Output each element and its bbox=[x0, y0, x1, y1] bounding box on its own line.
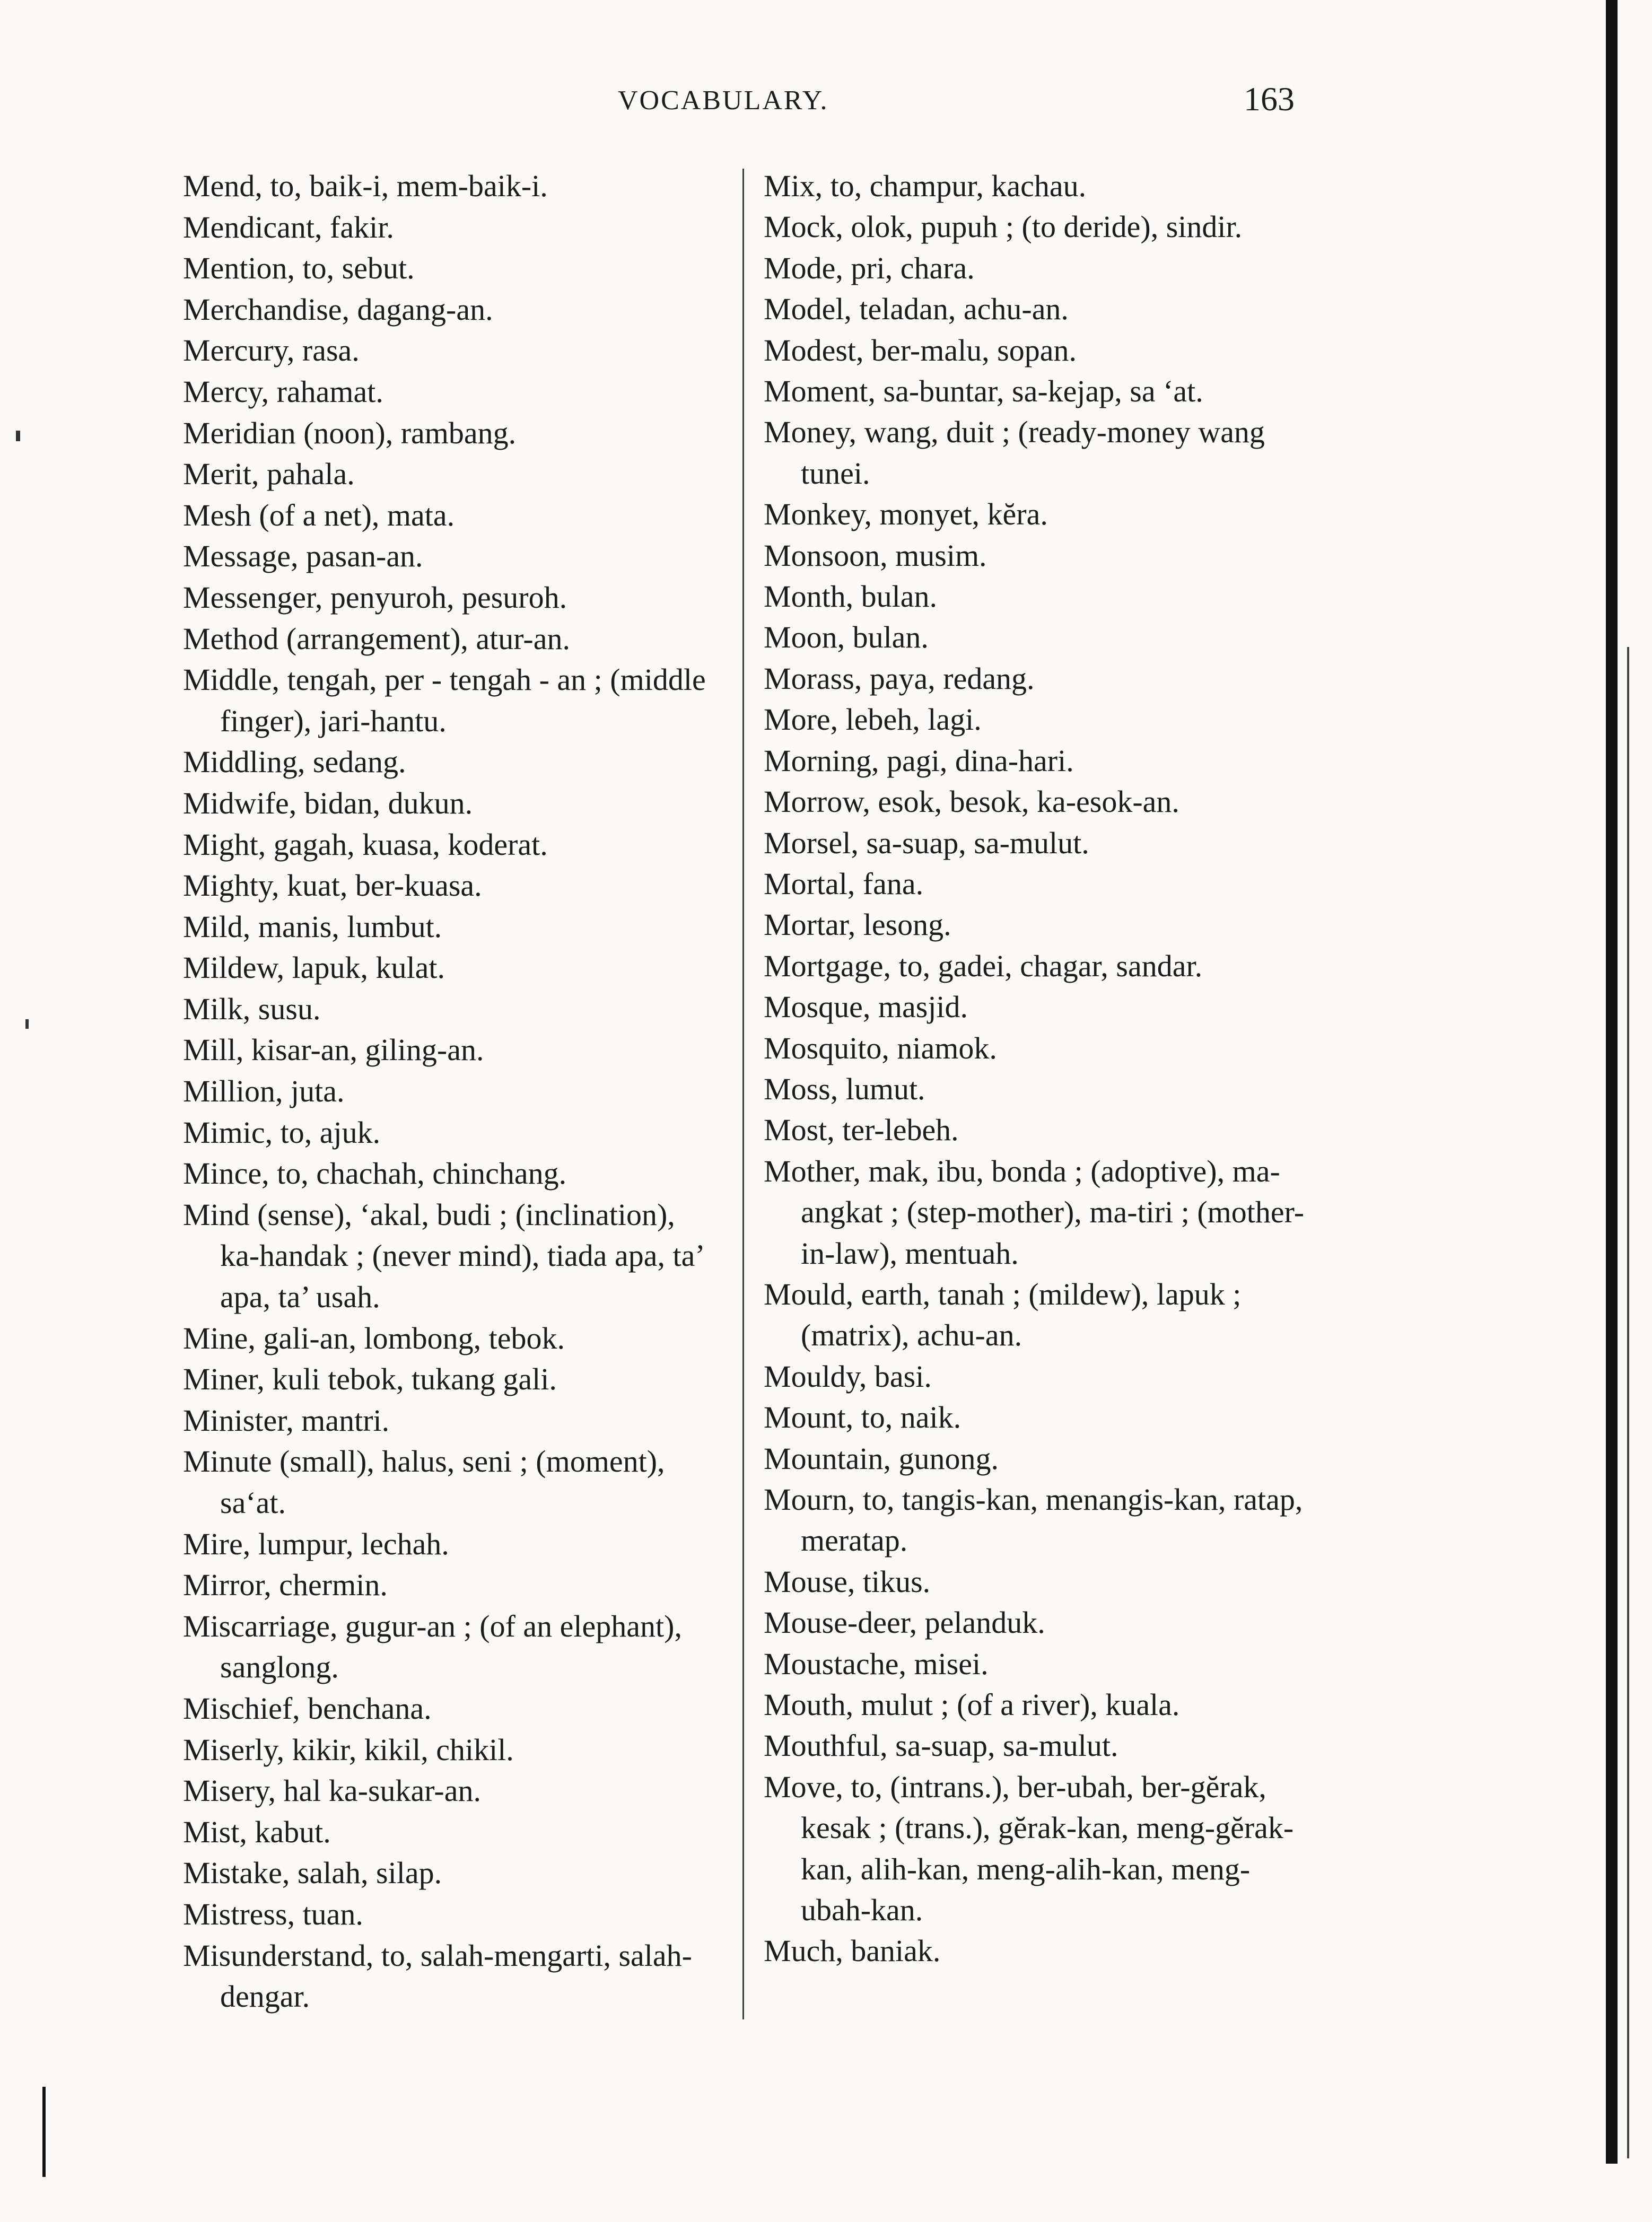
vocab-entry: Month, bulan. bbox=[764, 579, 938, 614]
vocab-entry: Mosque, masjid. bbox=[764, 990, 968, 1025]
vocab-entry: Merchandise, dagang-an. bbox=[183, 292, 493, 327]
vocab-entry: Mode, pri, chara. bbox=[764, 250, 975, 285]
vocab-entry: Mosquito, niamok. bbox=[764, 1030, 997, 1065]
vocab-entry: Mince, to, chachah, chinchang. bbox=[183, 1156, 567, 1191]
vocab-entry: Mercury, rasa. bbox=[183, 333, 360, 368]
vocab-entry: Meridian (noon), rambang. bbox=[183, 415, 517, 450]
vocab-entry: Most, ter-lebeh. bbox=[764, 1113, 959, 1148]
vocab-entry: Money, wang, duit ; (ready-money wang tunei. bbox=[764, 415, 1265, 491]
vocab-entry: Mire, lumpur, lechah. bbox=[183, 1526, 449, 1561]
vocab-entry: Mine, gali-an, lombong, tebok. bbox=[183, 1320, 565, 1355]
vocab-entry: Middling, sedang. bbox=[183, 745, 406, 780]
vocab-entry: Morsel, sa-suap, sa-mulut. bbox=[764, 825, 1089, 860]
vocab-entry: Mighty, kuat, ber-kuasa. bbox=[183, 868, 482, 903]
vocab-entry: Mix, to, champur, kachau. bbox=[764, 169, 1087, 203]
vocab-entry: Morning, pagi, dina-hari. bbox=[764, 743, 1074, 778]
vocab-entry: Miner, kuli tebok, tukang gali. bbox=[183, 1362, 557, 1397]
vocab-entry: Mountain, gunong. bbox=[764, 1441, 999, 1476]
running-title: VOCABULARY. bbox=[618, 85, 829, 116]
page-number: 163 bbox=[1244, 80, 1295, 118]
vocab-entry: Mortgage, to, gadei, chagar, sandar. bbox=[764, 948, 1203, 983]
vocab-entry: Mouth, mulut ; (of a river), kuala. bbox=[764, 1687, 1180, 1722]
vocab-entry: Mouthful, sa-suap, sa-mulut. bbox=[764, 1728, 1118, 1763]
vocab-entry: Milk, susu. bbox=[183, 991, 321, 1026]
vocab-entry: Mother, mak, ibu, bonda ; (adoptive), ma-angkat ; (step-mother), ma-tiri ; (mother-in-law), mentuah. bbox=[764, 1153, 1305, 1271]
vocab-entry: Misery, hal ka-sukar-an. bbox=[183, 1773, 481, 1808]
vocab-entry: Miserly, kikir, kikil, chikil. bbox=[183, 1732, 514, 1767]
binding-edge-line bbox=[1627, 647, 1629, 2158]
vocab-entry: Morrow, esok, besok, ka-esok-an. bbox=[764, 784, 1179, 819]
vocab-entry: Monsoon, musim. bbox=[764, 538, 987, 573]
vocab-entry: Mould, earth, tanah ; (mildew), lapuk ; (matrix), achu-an. bbox=[764, 1276, 1242, 1353]
vocab-entry: Moon, bulan. bbox=[764, 620, 929, 655]
vocab-entry: Moustache, misei. bbox=[764, 1646, 989, 1681]
vocab-entry: Move, to, (intrans.), ber-ubah, ber-gĕrak, kesak ; (trans.), gĕrak-kan, meng-gĕrak-kan, alih-kan, meng-alih-kan, meng-ubah-kan. bbox=[764, 1769, 1294, 1928]
vocab-entry: Mention, to, sebut. bbox=[183, 251, 415, 286]
vocab-entry: More, lebeh, lagi. bbox=[764, 702, 982, 737]
vocab-entry: Mischief, benchana. bbox=[183, 1691, 432, 1726]
vocab-entry: Mind (sense), ‘akal, budi ; (inclination), ka-handak ; (never mind), tiada apa, ta’ apa, ta’ usah. bbox=[183, 1197, 703, 1315]
right-column bbox=[764, 165, 1315, 1972]
vocab-entry: Mourn, to, tangis-kan, menangis-kan, ratap, meratap. bbox=[764, 1482, 1303, 1558]
vocab-entry: Mortar, lesong. bbox=[764, 907, 951, 942]
vocab-entry: Mercy, rahamat. bbox=[183, 374, 383, 409]
vocab-entry: Modest, ber-malu, sopan. bbox=[764, 333, 1077, 368]
vocab-entry: Mistress, tuan. bbox=[183, 1896, 363, 1931]
page-header bbox=[0, 80, 1652, 127]
vocab-entry: Minute (small), halus, seni ; (moment), sa‘at. bbox=[183, 1444, 665, 1520]
vocab-entry: Moss, lumut. bbox=[764, 1071, 925, 1106]
vocab-entry: Mildew, lapuk, kulat. bbox=[183, 950, 445, 985]
vocab-entry: Mount, to, naik. bbox=[764, 1400, 962, 1435]
vocab-entry: Moment, sa-buntar, sa-kejap, sa ‘at. bbox=[764, 374, 1203, 409]
vocab-entry: Mouldy, basi. bbox=[764, 1359, 932, 1394]
vocab-entry: Much, baniak. bbox=[764, 1934, 941, 1969]
vocab-entry: Might, gagah, kuasa, koderat. bbox=[183, 827, 548, 862]
vocab-entry: Misunderstand, to, salah-mengarti, salah-dengar. bbox=[183, 1938, 692, 2014]
scan-mark bbox=[42, 2087, 46, 2177]
vocab-entry: Mendicant, fakir. bbox=[183, 209, 394, 244]
vocab-entry: Mend, to, baik-i, mem-baik-i. bbox=[183, 169, 548, 203]
vocab-entry: Mimic, to, ajuk. bbox=[183, 1115, 381, 1150]
vocab-entry: Mock, olok, pupuh ; (to deride), sindir. bbox=[764, 209, 1243, 244]
column-divider bbox=[742, 169, 744, 2019]
vocab-entry: Minister, mantri. bbox=[183, 1403, 390, 1438]
vocab-entry: Mortal, fana. bbox=[764, 866, 924, 901]
vocab-entry: Miscarriage, gugur-an ; (of an elephant), sanglong. bbox=[183, 1608, 682, 1685]
vocab-entry: Middle, tengah, per - tengah - an ; (middle finger), jari-hantu. bbox=[183, 662, 706, 738]
vocab-entry: Messenger, penyuroh, pesuroh. bbox=[183, 580, 567, 615]
vocab-entry: Midwife, bidan, dukun. bbox=[183, 785, 473, 820]
vocab-entry: Mouse, tikus. bbox=[764, 1564, 931, 1599]
vocab-entry: Monkey, monyet, kĕra. bbox=[764, 497, 1048, 532]
scan-mark bbox=[16, 431, 20, 441]
vocab-entry: Method (arrangement), atur-an. bbox=[183, 621, 570, 656]
vocab-entry: Model, teladan, achu-an. bbox=[764, 292, 1069, 327]
vocab-entry: Mist, kabut. bbox=[183, 1814, 331, 1849]
scan-mark bbox=[25, 1019, 29, 1029]
vocab-entry: Mild, manis, lumbut. bbox=[183, 909, 442, 944]
vocab-entry: Message, pasan-an. bbox=[183, 539, 423, 574]
vocab-entry: Merit, pahala. bbox=[183, 457, 355, 492]
vocab-entry: Mistake, salah, silap. bbox=[183, 1856, 442, 1891]
vocab-entry: Morass, paya, redang. bbox=[764, 661, 1035, 696]
vocab-entry: Mouse-deer, pelanduk. bbox=[764, 1605, 1045, 1640]
vocab-entry: Mirror, chermin. bbox=[183, 1568, 388, 1603]
binding-edge-bar bbox=[1606, 0, 1618, 2164]
vocab-entry: Mesh (of a net), mata. bbox=[183, 497, 455, 532]
left-column bbox=[183, 165, 719, 2017]
vocab-entry: Mill, kisar-an, giling-an. bbox=[183, 1033, 484, 1068]
vocab-entry: Million, juta. bbox=[183, 1074, 345, 1109]
